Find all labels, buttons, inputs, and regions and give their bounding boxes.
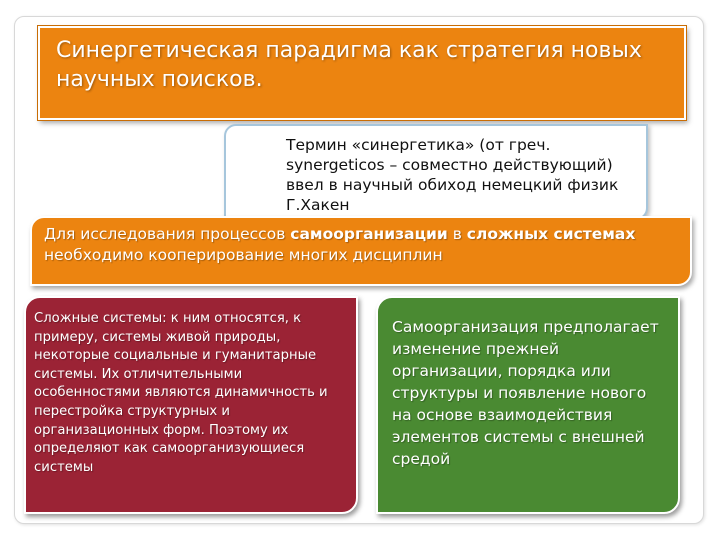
research-statement-box: [30, 216, 692, 286]
self-organization-text: Самоорганизация предполагает изменение прежней организации, порядка или структуры и появление нового на основе взаимодействия элементов системы с внешней средой: [392, 318, 659, 468]
statement-part-1: Для исследования процессов: [44, 225, 291, 243]
statement-bold-2: сложных системах: [466, 225, 636, 243]
research-statement-text: [44, 224, 678, 266]
slide-title: Синергетическая парадигма как стратегия новых научных поисков.: [56, 38, 642, 92]
statement-part-2: в: [447, 225, 467, 243]
statement-bold-1: самоорганизации: [290, 225, 448, 243]
statement-part-3: необходимо кооперирование многих дисциплин: [44, 246, 443, 264]
complex-systems-text: Сложные системы: к ним относятся, к примеру, системы живой природы, некоторые социальные и гуманитарные системы. Их отличительными особенностями являются динамичность и перестройка структурных и организационных форм. Поэтому их определяют как самоорганизующиеся системы: [34, 311, 328, 475]
self-organization-box: [376, 296, 680, 514]
term-definition-box: [224, 124, 648, 220]
complex-systems-box: [24, 296, 358, 514]
term-definition-text: Термин «синергетика» (от греч. synergeticos – совместно действующий) ввел в научный обиход немецкий физик Г.Хакен: [286, 136, 619, 214]
title-box: [38, 26, 686, 120]
